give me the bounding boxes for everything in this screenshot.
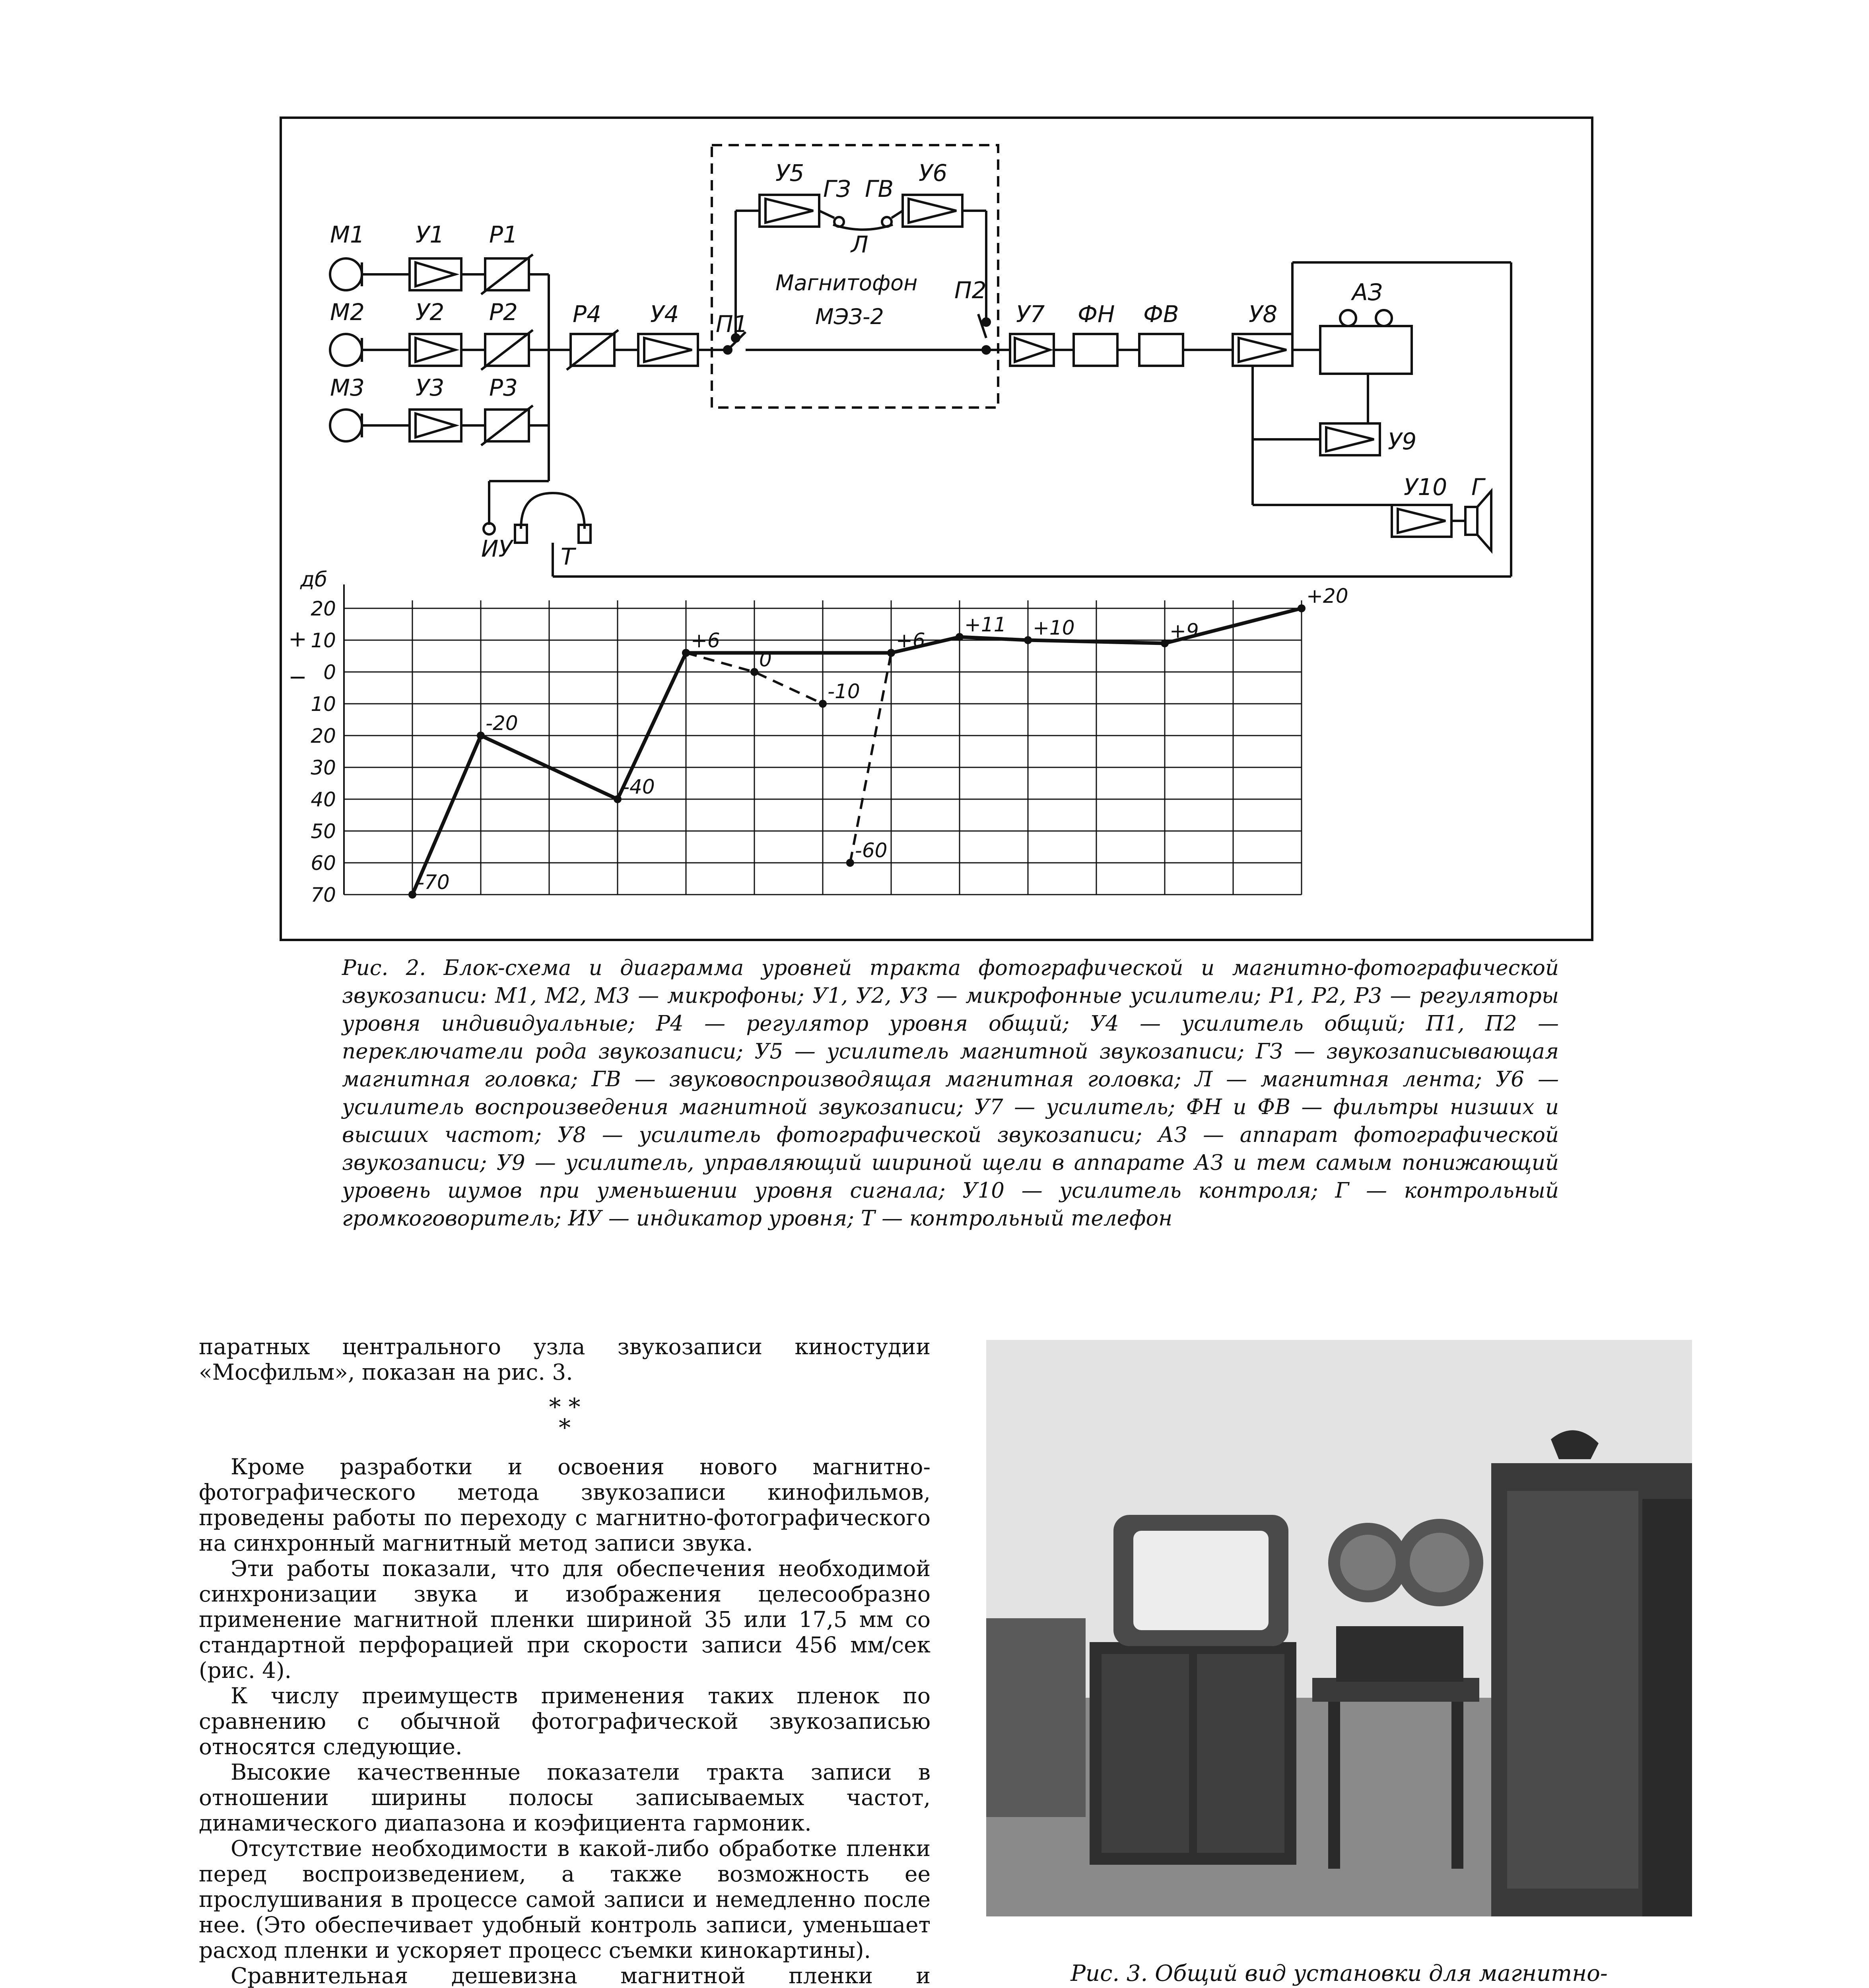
filter-fn-icon (1074, 334, 1117, 366)
filter-fv-icon (1139, 334, 1183, 366)
level-point (846, 859, 854, 867)
label-u7: У7 (1016, 301, 1045, 328)
plus-sign: + (288, 626, 307, 652)
label-m2: М2 (330, 299, 365, 326)
label-m1: М1 (330, 221, 365, 248)
label-u5: У5 (775, 159, 804, 186)
data-label: 0 (759, 648, 772, 671)
label-u10: У10 (1404, 474, 1447, 501)
y-tick-label: 20 (311, 724, 336, 747)
level-point (408, 891, 416, 899)
level-point (1024, 636, 1032, 644)
label-r4: Р4 (573, 301, 601, 328)
data-label: +9 (1170, 619, 1199, 643)
level-point (750, 668, 758, 676)
y-tick-label: 70 (311, 883, 336, 907)
level-point (956, 633, 964, 641)
data-label: -20 (486, 712, 518, 735)
label-g3: ГЗ (823, 175, 851, 202)
amp-u4-icon (638, 334, 698, 366)
regulator-r4-icon (567, 330, 618, 370)
label-t: Т (561, 543, 575, 570)
level-indicator-icon (484, 523, 495, 534)
figure-3-caption: Рис. 3. Общий вид установки для магнитно- (1070, 1961, 1608, 1986)
label-u4: У4 (650, 301, 679, 328)
label-p2: П2 (954, 277, 987, 304)
amp-u3-icon (410, 410, 461, 441)
label-u8: У8 (1249, 301, 1278, 328)
label-fn: ФН (1078, 301, 1115, 328)
amp-u2-icon (410, 334, 461, 366)
level-chart (288, 568, 1348, 907)
level-point (819, 700, 827, 708)
installation-photo (986, 1340, 1692, 1916)
label-fv: ФВ (1143, 301, 1179, 328)
data-label: +6 (691, 629, 720, 652)
level-point (1161, 639, 1169, 647)
regulator-r2-icon (481, 330, 533, 370)
recorder-a3-icon (1320, 310, 1412, 374)
label-recorder: Магнитофон (775, 270, 918, 295)
data-label: -60 (855, 839, 888, 862)
y-axis-label: дб (300, 568, 328, 592)
figure-frame (281, 118, 1592, 940)
microphone-m2-icon (330, 334, 362, 366)
label-gv: ГВ (865, 175, 894, 202)
switch-p2-icon (978, 314, 990, 353)
paragraph: Высокие качественные показатели тракта записи в отношении ширины полосы записываемых частот, динамического диапазона и коэфициента гармоник. (199, 1759, 931, 1836)
amp-u5-icon (760, 195, 819, 227)
label-u1: У1 (416, 221, 445, 248)
label-u6: У6 (919, 159, 948, 186)
label-p1: П1 (716, 311, 748, 338)
label-r3: Р3 (489, 374, 518, 401)
paragraph: Эти работы показали, что для обеспечения необходимой синхронизации звука и изображения целесообразно применение магнитной пленки шириной 35 или 17,5 мм со стандартной перфорацией при скорости записи 456 мм/сек (рис. 4). (199, 1556, 931, 1683)
label-a3: АЗ (1352, 279, 1383, 306)
paragraph: Сравнительная дешевизна магнитной пленки и (231, 1963, 931, 1988)
label-g: Г (1471, 474, 1484, 501)
microphone-m3-icon (330, 410, 362, 441)
label-r2: Р2 (489, 299, 518, 326)
paragraph: К числу преимуществ применения таких пленок по сравнению с обычной фотографической звукозаписью относятся следующие. (199, 1683, 931, 1759)
minus-sign: − (288, 664, 307, 690)
block-diagram-figure (278, 115, 1595, 942)
paragraph: Кроме разработки и освоения нового магнитно-фотографического метода звукозаписи кинофильмов, проведены работы по переходу с магнитно-фотографического на синхронный магнитный метод записи звука. (199, 1454, 931, 1556)
figure-2-caption: Рис. 2. Блок-схема и диаграмма уровней тракта фотографической и магнитно-фотографической звукозаписи: М1, М2, М3 — микрофоны; У1, У2, У3 — микрофонные усилители; Р1, Р2, Р3 — регуляторы уровня индивидуальные; Р4 — регулятор уровня общий; У4 — усилитель общий; П1, П2 — переключатели рода звукозаписи; У5 — усилитель магнитной звукозаписи; ГЗ — звукозаписывающая магнитная головка; ГВ — звуковоспроизводящая магнитная головка; Л — магнитная лента; У6 — усилитель воспроизведения магнитной звукозаписи; У7 — усилитель; ФН и ФВ — фильтры низших и высших частот; У8 — усилитель фотографической звукозаписи; АЗ — аппарат фотографической звукозаписи; У9 — усилитель, управляющий шириной щели в аппарате АЗ и тем самым понижающий уровень шумов при уменьшении уровня сигнала; У10 — усилитель контроля; Г — контрольный громкоговоритель; ИУ — индикатор уровня; Т — контрольный телефон (342, 956, 1559, 1231)
label-recorder-model: МЭЗ-2 (815, 304, 884, 329)
amp-u9-icon (1320, 423, 1380, 455)
left-cabinet (986, 1618, 1086, 1817)
level-point (887, 649, 895, 657)
microphone-m1-icon (330, 258, 362, 290)
left-column (199, 1334, 931, 1988)
y-tick-label: 10 (311, 629, 336, 652)
y-tick-label: 60 (311, 852, 336, 875)
amp-u1-icon (410, 258, 461, 290)
amp-u7-icon (1010, 334, 1054, 366)
label-iu: ИУ (481, 535, 513, 562)
amp-u8-icon (1233, 334, 1292, 366)
data-label: +11 (964, 613, 1006, 636)
y-tick-label: 10 (311, 693, 336, 716)
data-label: -40 (622, 775, 655, 798)
y-tick-label: 40 (311, 788, 336, 811)
level-point (477, 732, 485, 740)
headphone-icon (521, 493, 585, 529)
label-tape: Л (851, 231, 868, 258)
regulator-r1-icon (481, 254, 533, 294)
label-r1: Р1 (489, 221, 518, 248)
y-tick-label: 20 (311, 597, 336, 620)
data-label: +20 (1306, 584, 1348, 608)
y-tick-label: 30 (311, 756, 336, 779)
level-point (1298, 604, 1306, 612)
paragraph: Отсутствие необходимости в какой-либо обработке пленки перед воспроизведением, а также возможность ее прослушивания в процессе самой записи и немедленно после нее. (Это обеспечивает удобный контроль записи, уменьшает расход пленки и ускоряет процесс съемки кинокартины). (199, 1836, 931, 1963)
data-label: -70 (417, 871, 450, 894)
y-tick-label: 0 (323, 661, 336, 684)
label-u9: У9 (1388, 428, 1417, 455)
amp-u10-icon (1392, 505, 1451, 537)
data-label: +10 (1033, 616, 1075, 639)
regulator-r3-icon (481, 406, 533, 445)
amp-u6-icon (903, 195, 962, 227)
y-tick-label: 50 (311, 820, 336, 843)
sound-camera (1336, 1626, 1463, 1682)
data-label: -10 (828, 680, 860, 703)
level-point (614, 795, 622, 803)
label-u2: У2 (416, 299, 445, 326)
level-point (682, 649, 690, 657)
section-divider: * * * (549, 1393, 581, 1442)
data-label: +6 (896, 629, 925, 652)
label-m3: М3 (330, 374, 365, 401)
paragraph: паратных центрального узла звукозаписи киностудии «Мосфильм», показан на рис. 3. (199, 1334, 931, 1385)
label-u3: У3 (416, 374, 445, 401)
